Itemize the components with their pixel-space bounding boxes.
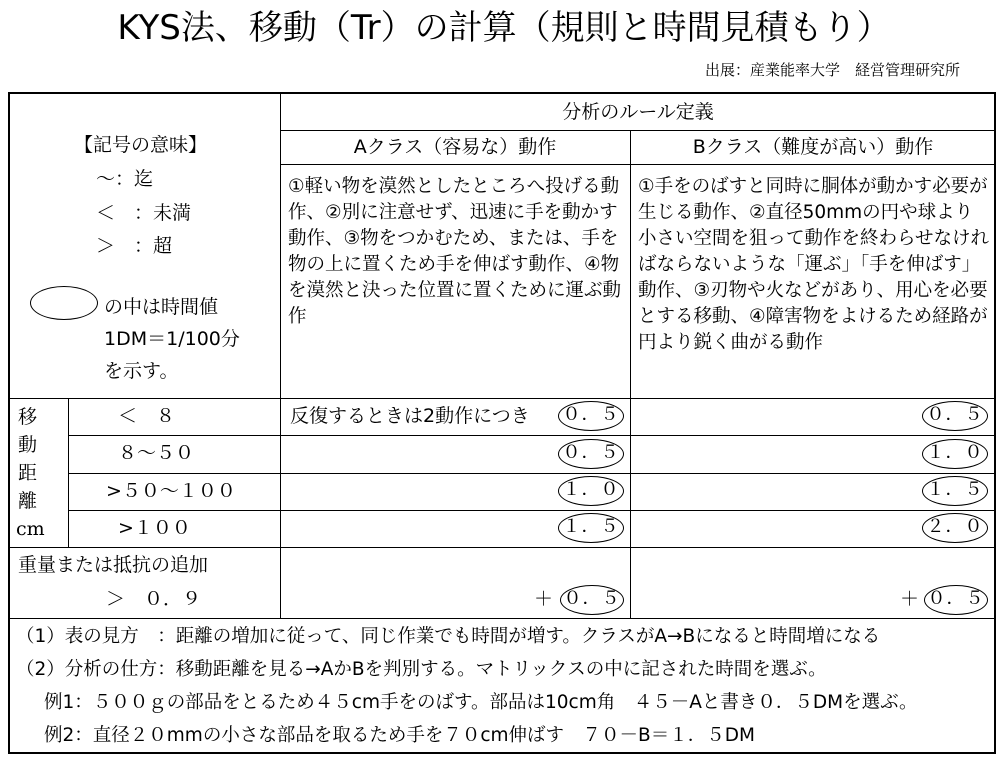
distance-range: ８～５０ <box>118 442 195 464</box>
grid-line <box>280 94 281 618</box>
weight-plus-b: ＋ <box>900 588 920 610</box>
distance-range: >５０～１００ <box>106 480 236 502</box>
weight-label: 重量または抵抗の追加 <box>18 554 209 576</box>
rule-header: 分析のルール定義 <box>562 101 714 123</box>
repeat-note: 反復するときは2動作につき <box>290 405 530 427</box>
grid-line <box>10 547 996 548</box>
weight-range: ＞ ０．９ <box>106 588 202 610</box>
legend-item: ＞ ：超 <box>96 235 173 257</box>
kys-table-frame <box>8 92 996 754</box>
time-value-b: ２．０ <box>922 513 988 543</box>
note-line: 例1：５００ｇの部品をとるため４５cm手をのばす。部品は10cm角 ４５－Aと書き０．５DMを選ぶ。 <box>44 692 918 713</box>
weight-plus-a: ＋ <box>534 588 554 610</box>
grid-line <box>68 435 996 436</box>
time-value-b: １．５ <box>922 476 988 506</box>
page-title: KYS法、移動（Tr）の計算（規則と時間見積もり） <box>117 8 891 48</box>
grid-line <box>10 398 996 399</box>
distance-label-char: 移 <box>18 406 38 428</box>
time-value-a: ０．５ <box>558 439 624 469</box>
weight-value-a: ０．５ <box>560 585 624 615</box>
time-value-a: １．５ <box>558 513 624 543</box>
grid-line <box>68 473 996 474</box>
legend-heading: 【記号の意味】 <box>74 134 208 156</box>
time-value-b: ０．５ <box>922 401 988 431</box>
legend-oval-text: 1DM＝1/100分 <box>104 328 240 350</box>
distance-label-char: 離 <box>18 490 38 512</box>
time-value-a: ０．５ <box>558 401 624 431</box>
legend-item: ＜ ：未満 <box>96 202 192 224</box>
distance-label-char: 距 <box>18 462 38 484</box>
distance-range: >１００ <box>118 517 191 539</box>
note-line: 例2：直径２０mmの小さな部品を取るため手を７０cm伸ばす ７０－B＝１．５DM <box>44 725 755 746</box>
grid-line <box>280 164 996 165</box>
distance-label-char: 動 <box>18 434 38 456</box>
note-line: （2）分析の仕方：移動距離を見る→AかBを判別する。マトリックスの中に記された時間を選ぶ。 <box>16 659 827 680</box>
class-a-description: ①軽い物を漠然としたところへ投げる動作、②別に注意せず、迅速に手を動かす動作、③物をつかむため、または、手を物の上に置くため手を伸ばす動作、④物を漠然と決った位置に置くために運ぶ動作 <box>288 176 622 327</box>
time-value-a: １．０ <box>558 476 624 506</box>
grid-line <box>630 130 631 618</box>
grid-line <box>68 398 69 547</box>
grid-line <box>68 510 996 511</box>
time-value-oval <box>30 286 98 320</box>
weight-value-b: ０．５ <box>924 585 988 615</box>
legend-oval-text: の中は時間値 <box>104 296 219 318</box>
class-b-header: Bクラス（難度が高い）動作 <box>692 136 934 158</box>
class-a-header: Aクラス（容易な）動作 <box>353 136 557 158</box>
time-value-b: １．０ <box>922 439 988 469</box>
grid-line <box>280 130 996 131</box>
legend-item: ～：迄 <box>96 168 154 190</box>
grid-line <box>10 618 996 619</box>
distance-range: ＜ ８ <box>118 405 176 427</box>
distance-label-unit: cm <box>16 518 45 540</box>
legend-oval-text: を示す。 <box>104 360 179 382</box>
class-b-description: ①手をのばすと同時に胴体が動かす必要が生じる動作、②直径50mmの円や球より小さい空間を狙って動作を終わらせなければならないような「運ぶ」「手を伸ばす」動作、③刃物や火などがあり、用心を必要とする移動、④障害物をよけるため経路が円より鋭く曲がる動作 <box>638 176 989 353</box>
source-credit: 出展：産業能率大学 経営管理研究所 <box>704 61 960 79</box>
note-line: （1）表の見方 ：距離の増加に従って、同じ作業でも時間が増す。クラスがA→Bになると時間増になる <box>16 626 881 647</box>
